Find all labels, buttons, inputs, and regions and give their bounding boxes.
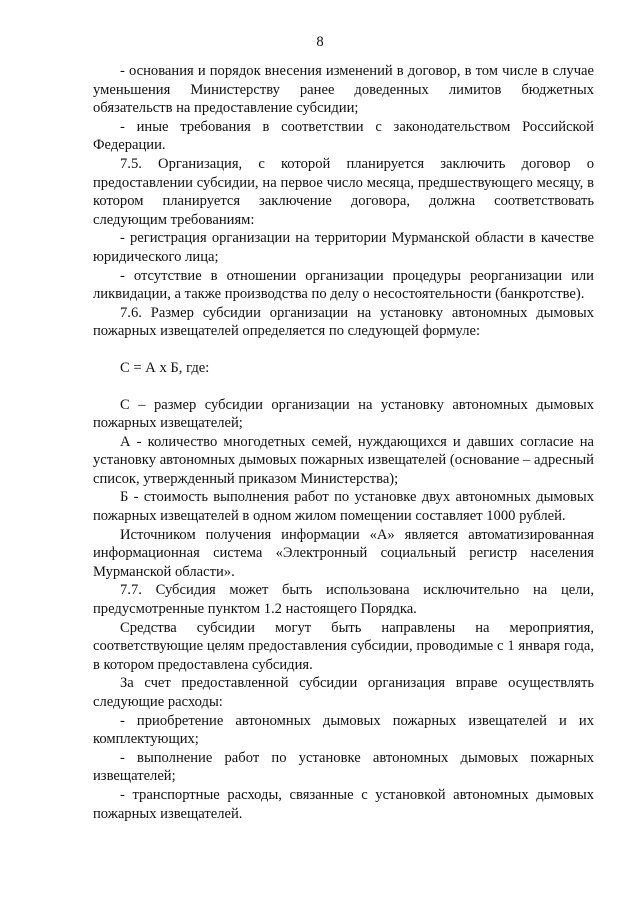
paragraph: 7.7. Субсидия может быть использована исключительно на цели, предусмотренные пунктом 1.2 настоящего Порядка. [93, 582, 594, 618]
formula: С = А х Б, где: [120, 359, 210, 376]
paragraph: А - количество многодетных семей, нуждающихся и давших согласие на установку автономных дымовых пожарных извещателей (основание – адресный список, утвержденный приказом Министерства); [93, 433, 594, 487]
paragraph: - выполнение работ по установке автономных дымовых пожарных извещателей; [93, 749, 594, 785]
paragraph: - иные требования в соответствии с законодательством Российской Федерации. [93, 118, 594, 154]
paragraph: За счет предоставленной субсидии организация вправе осуществлять следующие расходы: [93, 675, 594, 710]
paragraph: Источником получения информации «А» является автоматизированная информационная система «Электронный социальный регистр населения Мурманской области». [93, 526, 594, 580]
paragraph: - приобретение автономных дымовых пожарных извещателей и их комплектующих; [93, 712, 594, 748]
paragraph: - регистрация организации на территории Мурманской области в качестве юридического лица; [93, 230, 594, 265]
paragraph: 7.5. Организация, с которой планируется заключить договор о предоставлении субсидии, на первое число месяца, предшествующего месяцу, в котором планируется заключение договора, должна соответствовать следующим требованиям: [93, 155, 594, 228]
spacer [93, 378, 594, 396]
paragraph: Б - стоимость выполнения работ по установке двух автономных дымовых пожарных извещателей в одном жилом помещении составляет 1000 рублей. [93, 489, 594, 525]
document-body [93, 62, 594, 823]
paragraph: - отсутствие в отношении организации процедуры реорганизации или ликвидации, а также производства по делу о несостоятельности (банкротстве). [93, 267, 594, 303]
paragraph: 7.6. Размер субсидии организации на установку автономных дымовых пожарных извещателей определяется по следующей формуле: [93, 304, 594, 340]
paragraph: - транспортные расходы, связанные с установкой автономных дымовых пожарных извещателей. [93, 786, 594, 822]
paragraph: Средства субсидии могут быть направлены на мероприятия, соответствующие целям предоставления субсидии, проводимые с 1 января года, в котором предоставлена субсидия. [93, 619, 594, 673]
paragraph: С – размер субсидии организации на установку автономных дымовых пожарных извещателей; [93, 396, 594, 432]
page-number: 8 [316, 34, 324, 50]
spacer [93, 341, 594, 359]
paragraph: - основания и порядок внесения изменений в договор, в том числе в случае уменьшения Министерству ранее доведенных лимитов бюджетных обязательств на предоставление субсидии; [93, 63, 594, 117]
